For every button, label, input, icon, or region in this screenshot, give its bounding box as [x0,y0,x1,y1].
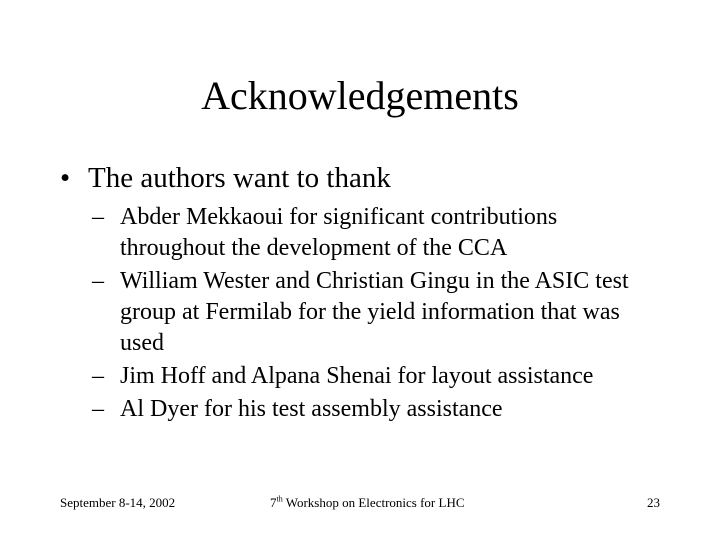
sub-bullet-list [92,202,652,427]
conference-name: Workshop on Electronics for LHC [282,495,465,510]
dash-marker: – [92,363,104,389]
sub-bullet-text: Jim Hoff and Alpana Shenai for layout assistance [120,363,594,389]
dash-marker: – [92,268,104,294]
sub-bullet-item [92,394,652,425]
slide-title: Acknowledgements [201,73,519,118]
sub-bullet-text: Abder Mekkaoui for significant contributions throughout the development of the CCA [120,204,558,261]
main-bullet [60,160,391,196]
sub-bullet-item [92,361,652,392]
main-bullet-text: The authors want to thank [88,162,391,194]
footer-date: September 8-14, 2002 [60,495,176,510]
sub-bullet-text: William Wester and Christian Gingu in the ASIC test group at Fermilab for the yield information that was used [120,268,629,356]
sub-bullet-item [92,202,652,264]
conference-ordinal-suffix: th [276,494,283,504]
sub-bullet-item [92,266,652,359]
page-number: 23 [647,495,660,510]
bullet-marker: • [60,162,71,194]
sub-bullet-text: Al Dyer for his test assembly assistance [120,396,503,422]
dash-marker: – [92,204,104,230]
footer-conference [270,494,465,512]
conference-number: 7 [270,495,277,510]
dash-marker: – [92,396,104,422]
